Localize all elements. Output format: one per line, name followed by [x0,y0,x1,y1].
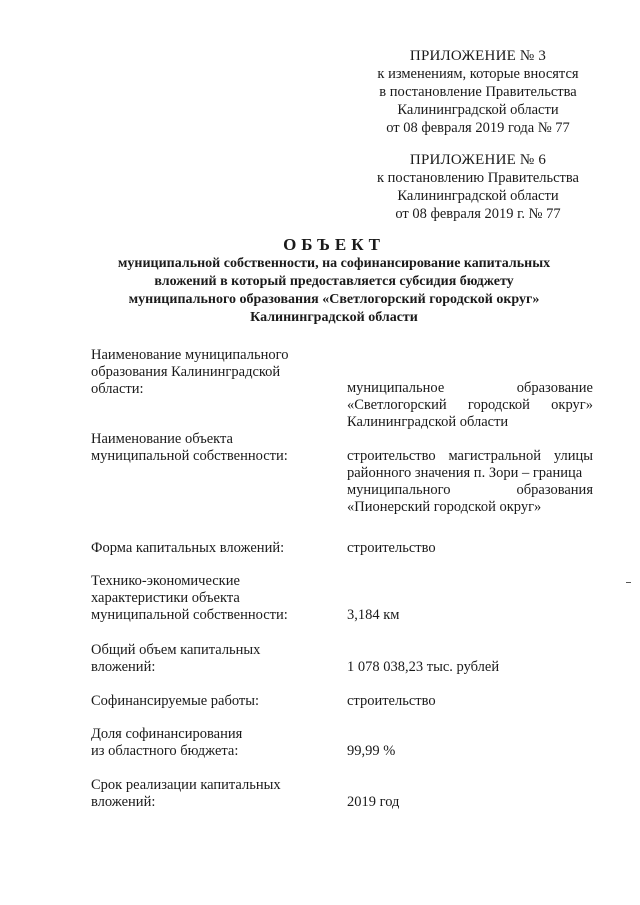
field-value [347,380,593,431]
field-label [91,777,321,811]
label-line: из областного бюджета: [91,743,239,759]
title-word: ОБЪЕКТ [283,235,385,254]
annex-3-heading: ПРИЛОЖЕНИЕ № 3 [409,48,547,64]
annex-3-line: в постановление Правительства [379,84,577,100]
field-label [91,726,321,760]
label-line: Форма капитальных вложений: [91,540,285,556]
label-line: Общий объем капитальных [91,642,261,658]
title-line: муниципального образования «Светлогорский городской округ» [128,292,540,307]
label-line: муниципальной собственности: [91,607,288,623]
value-line: 2019 год [347,794,400,810]
field-label [91,347,321,398]
title-line: Калининградской области [250,310,418,325]
value-line-justified [347,397,593,414]
annex-6-line: Калининградской области [397,188,559,204]
annex-3-block [352,47,604,137]
annex-6-heading: ПРИЛОЖЕНИЕ № 6 [409,152,547,168]
value-word: образование [516,380,593,396]
value-line-justified [347,482,593,499]
value-line: 99,99 % [347,743,396,759]
value-word: округ» [551,397,593,413]
title-line: вложений в который предоставляется субсидия бюджету [154,274,514,289]
field-value [347,743,593,760]
scan-edge-mark [626,582,631,583]
value-line: строительство [347,693,436,709]
value-line: строительство [347,540,436,556]
label-line: области: [91,381,144,397]
label-line: Наименование объекта [91,431,233,447]
annex-6-line: от 08 февраля 2019 г. № 77 [395,206,561,222]
field-label [91,540,321,557]
field-label [91,431,321,465]
label-line: Технико-экономические [91,573,240,589]
value-word: магистральной [448,448,542,464]
value-line: Калининградской области [347,414,509,430]
value-line-justified [347,448,593,465]
value-line: «Пионерский городской округ» [347,499,542,515]
field-value [347,448,593,516]
field-value [347,540,593,557]
field-value [347,607,593,624]
label-line: вложений: [91,794,156,810]
document-title [60,236,608,327]
field-label [91,573,321,624]
field-label [91,693,321,710]
label-line: Срок реализации капитальных [91,777,281,793]
label-line: вложений: [91,659,156,675]
annex-6-block [352,151,604,223]
annex-3-line: Калининградской области [397,102,559,118]
label-line: муниципальной собственности: [91,448,288,464]
value-word: муниципальное [347,380,445,396]
value-line: районного значения п. Зори – граница [347,465,583,481]
field-label [91,642,321,676]
annex-3-line: от 08 февраля 2019 года № 77 [386,120,570,136]
label-line: Софинансируемые работы: [91,693,259,709]
value-word: «Светлогорский [347,397,447,413]
value-word: улицы [553,448,593,464]
value-line-justified [347,380,593,397]
annex-6-line: к постановлению Правительства [377,170,579,186]
field-value [347,659,593,676]
value-word: муниципального [347,482,451,498]
label-line: образования Калининградской [91,364,281,380]
value-word: городской [467,397,530,413]
value-line: 3,184 км [347,607,400,623]
label-line: Наименование муниципального [91,347,289,363]
value-line: 1 078 038,23 тыс. рублей [347,659,500,675]
label-line: Доля софинансирования [91,726,243,742]
annex-3-line: к изменениям, которые вносятся [377,66,579,82]
field-value [347,794,593,811]
value-word: образования [516,482,593,498]
value-word: строительство [347,448,436,464]
field-value [347,693,593,710]
label-line: характеристики объекта [91,590,240,606]
title-line: муниципальной собственности, на софинансирование капитальных [117,256,551,271]
